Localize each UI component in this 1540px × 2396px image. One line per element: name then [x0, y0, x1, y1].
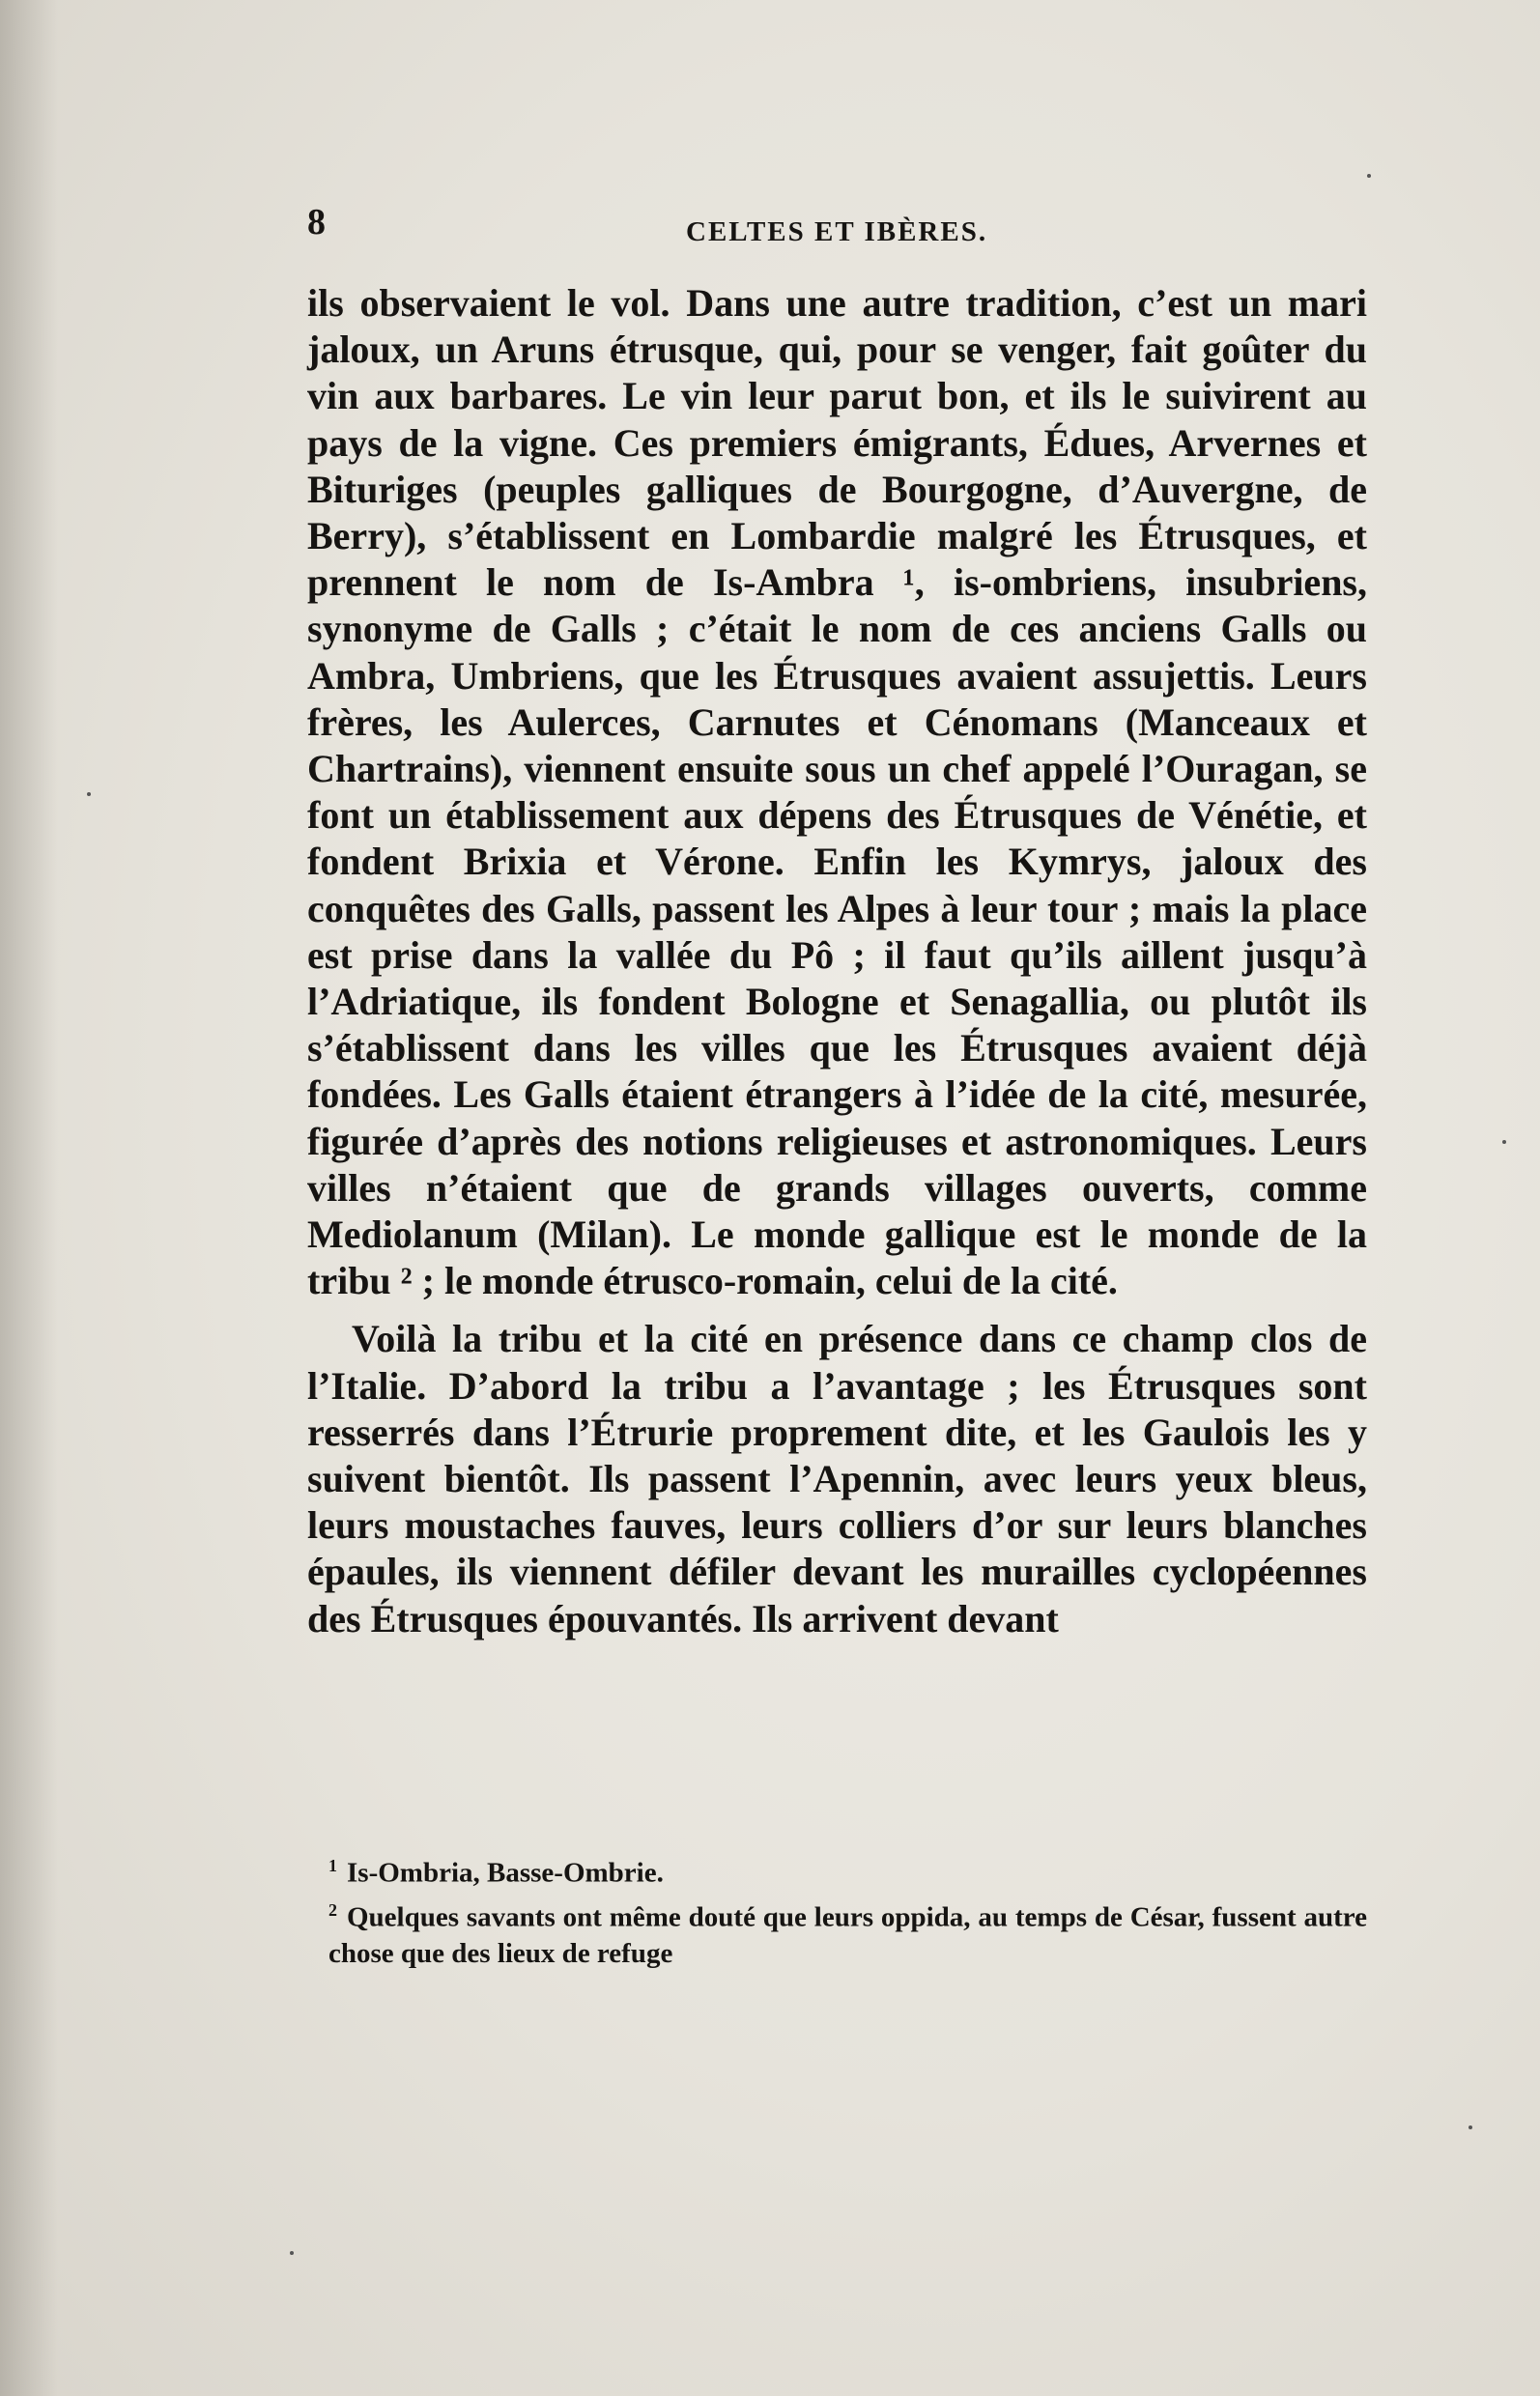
footnote-mark: 2: [328, 1899, 337, 1920]
footnote-mark: 1: [328, 1856, 337, 1875]
body-text: [307, 280, 1367, 1642]
paragraph: Voilà la tribu et la cité en présence dans ce champ clos de l’Italie. D’abord la tribu a l’avantage ; les Étrusques sont resserrés dans l’Étrurie proprement dite, et les Gaulois les y suivent bientôt. Ils passent l’Apennin, avec leurs yeux bleus, leurs moustaches fauves, leurs colliers d’or sur leurs blanches épaules, ils viennent défiler devant les murailles cyclopéennes des Étrusques épouvantés. Ils arrivent devant: [307, 1317, 1367, 1640]
paper-speck: [1367, 174, 1371, 178]
paper-speck: [1469, 2125, 1472, 2129]
paper-speck: [87, 792, 91, 796]
footnote: [328, 1847, 1367, 1892]
page-number: 8: [307, 202, 326, 242]
footnote-text: Is-Ombria, Basse-Ombrie.: [347, 1857, 664, 1889]
paper-speck: [1502, 1140, 1506, 1144]
page-header: [307, 201, 1367, 249]
page-gutter-shadow: [0, 0, 58, 2396]
paper-speck: [290, 2251, 294, 2255]
footnotes: [328, 1847, 1367, 1972]
running-head: CELTES ET IBÈRES.: [686, 216, 988, 247]
footnote: [328, 1892, 1367, 1973]
paragraph: ils observaient le vol. Dans une autre tradition, c’est un mari jaloux, un Aruns étrusque, qui, pour se venger, fait goûter du vin aux barbares. Le vin leur parut bon, et ils le suivirent au pays de la vigne. Ces premiers émigrants, Édues, Arvernes et Bituriges (peuples galliques de Bourgogne, d’Auvergne, de Berry), s’établissent en Lombardie malgré les Étrusques, et prennent le nom de Is-Ambra ¹, is-ombriens, insubriens, synonyme de Galls ; c’était le nom de ces anciens Galls ou Ambra, Umbriens, que les Étrusques avaient assujettis. Leurs frères, les Aulerces, Carnutes et Cénomans (Manceaux et Chartrains), viennent ensuite sous un chef appelé l’Ouragan, se font un établissement aux dépens des Étrusques de Vénétie, et fondent Brixia et Vérone. Enfin les Kymrys, jaloux des conquêtes des Galls, passent les Alpes à leur tour ; mais la place est prise dans la vallée du Pô ; il faut qu’ils aillent jusqu’à l’Adriatique, ils fondent Bologne et Senagallia, ou plutôt ils s’établissent dans les villes que les Étrusques avaient déjà fondées. Les Galls étaient étrangers à l’idée de la cité, mesurée, figurée d’après des notions religieuses et astronomiques. Leurs villes n’étaient que de grands villages ouverts, comme Mediolanum (Milan). Le monde gallique est le monde de la tribu ² ; le monde étrusco-romain, celui de la cité.: [307, 281, 1367, 1303]
footnote-text: Quelques savants ont même douté que leurs oppida, au temps de César, fussent autre chose que des lieux de refuge: [328, 1901, 1367, 1970]
